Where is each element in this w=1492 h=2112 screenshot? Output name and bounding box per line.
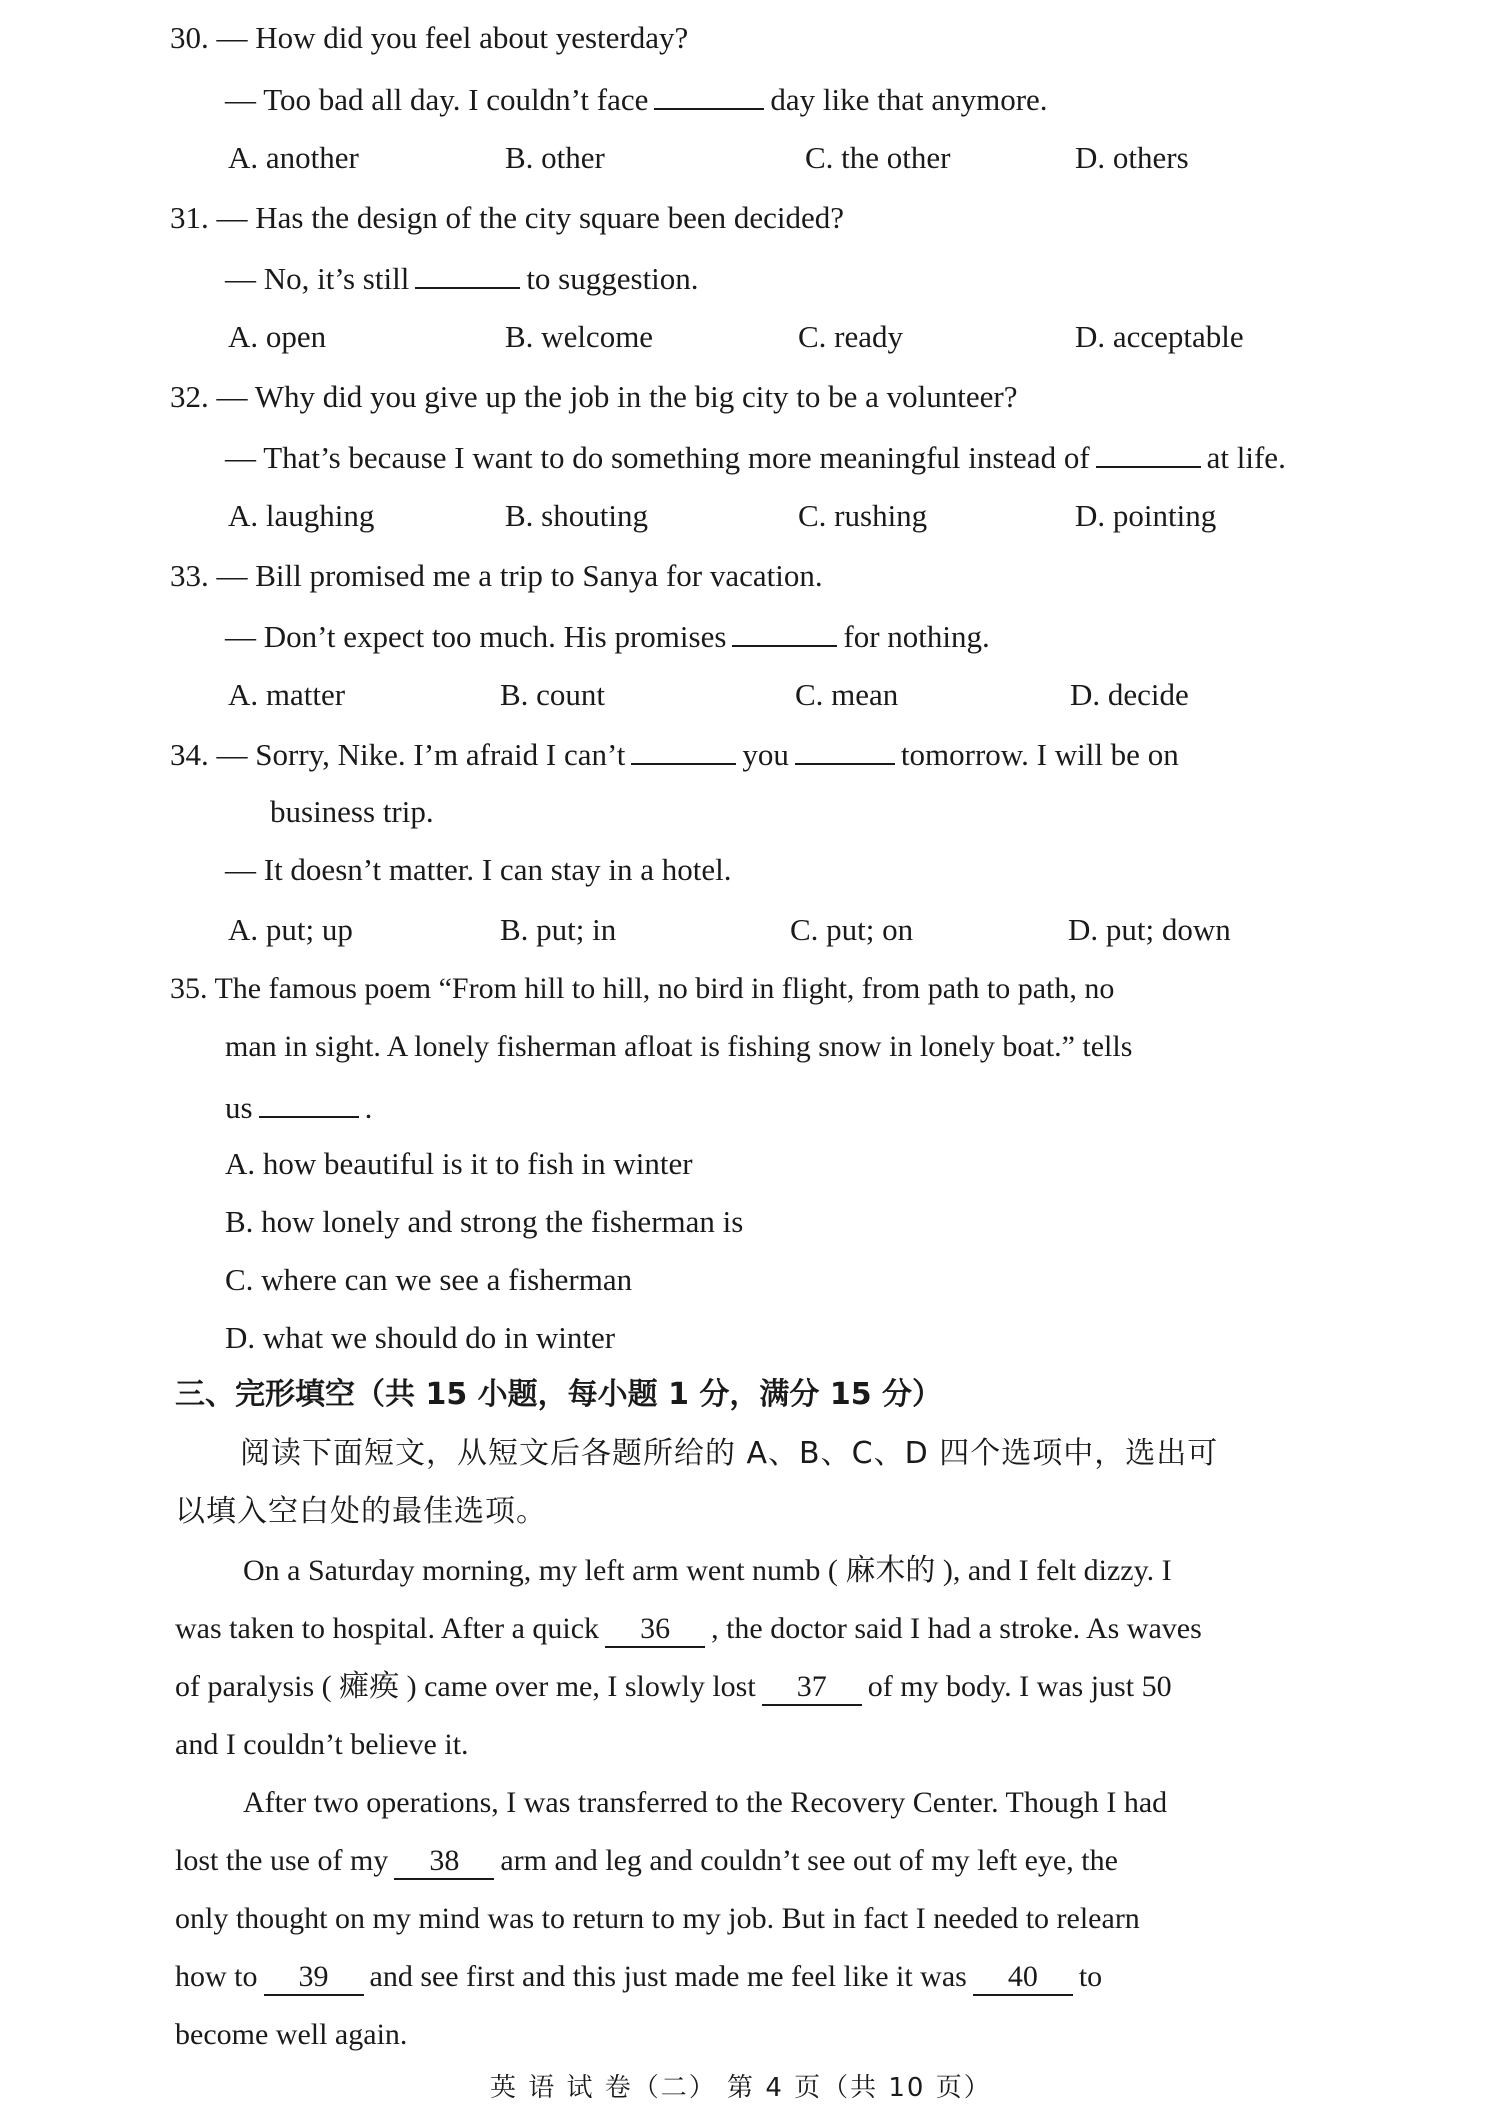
option-a: A. open bbox=[228, 319, 327, 354]
passage-text: , the doctor said I had a stroke. As waves bbox=[711, 1612, 1202, 1645]
option-d: D. pointing bbox=[1075, 498, 1217, 533]
question-31-prompt bbox=[170, 198, 844, 238]
cloze-blank-40: 40 bbox=[973, 1960, 1073, 1996]
question-text: tomorrow. I will be on bbox=[900, 737, 1179, 772]
option-c: C. where can we see a fisherman bbox=[225, 1262, 633, 1297]
passage-text: arm and leg and couldn’t see out of my left eye, the bbox=[500, 1844, 1118, 1877]
question-34-prompt bbox=[170, 733, 1179, 775]
question-34-continued: business trip. bbox=[270, 794, 434, 829]
passage-text: was taken to hospital. After a quick bbox=[175, 1612, 600, 1645]
option-b: B. other bbox=[505, 140, 605, 175]
passage-line bbox=[175, 1667, 1172, 1707]
option-a: A. put; up bbox=[228, 912, 353, 947]
question-number: 34. bbox=[170, 737, 209, 772]
option-d: D. decide bbox=[1070, 677, 1189, 712]
question-32-prompt bbox=[170, 377, 1017, 417]
section-instruction: 阅读下面短文，从短文后各题所给的 A、B、C、D 四个选项中，选出可 bbox=[240, 1436, 1219, 1471]
option-c: C. rushing bbox=[798, 498, 928, 533]
question-text: — How did you feel about yesterday? bbox=[216, 20, 689, 55]
passage-text: of my body. I was just 50 bbox=[867, 1670, 1172, 1703]
passage-line: and I couldn’t believe it. bbox=[175, 1728, 469, 1761]
option-d: D. what we should do in winter bbox=[225, 1320, 616, 1355]
answer-blank bbox=[732, 615, 837, 647]
passage-line bbox=[175, 1957, 1102, 1997]
reply-text: — That’s because I want to do something more meaningful instead of bbox=[225, 440, 1090, 475]
question-text: — Why did you give up the job in the big city to be a volunteer? bbox=[216, 379, 1018, 414]
question-number: 30. bbox=[170, 20, 209, 55]
reply-text: at life. bbox=[1206, 440, 1286, 475]
option-c: C. mean bbox=[795, 677, 899, 712]
option-b: B. shouting bbox=[505, 498, 648, 533]
question-text: — Has the design of the city square been decided? bbox=[216, 200, 845, 235]
reply-text: for nothing. bbox=[843, 619, 990, 654]
option-b: B. how lonely and strong the fisherman is bbox=[225, 1204, 744, 1239]
reply-text: — Don’t expect too much. His promises bbox=[225, 619, 727, 654]
reply-text: day like that anymore. bbox=[770, 82, 1048, 117]
question-31-reply bbox=[225, 257, 699, 299]
answer-blank bbox=[259, 1086, 359, 1118]
option-c: C. put; on bbox=[790, 912, 914, 947]
passage-text: of paralysis ( 瘫痪 ) came over me, I slowly lost bbox=[175, 1670, 756, 1703]
question-number: 32. bbox=[170, 379, 209, 414]
answer-blank bbox=[631, 733, 736, 765]
reply-text: to suggestion. bbox=[526, 261, 699, 296]
question-number: 33. bbox=[170, 558, 209, 593]
answer-blank bbox=[1096, 436, 1201, 468]
option-a: A. how beautiful is it to fish in winter bbox=[225, 1146, 693, 1181]
question-35-prompt bbox=[170, 969, 1114, 1009]
passage-line: On a Saturday morning, my left arm went numb ( 麻木的 ), and I felt dizzy. I bbox=[243, 1554, 1172, 1587]
question-number: 31. bbox=[170, 200, 209, 235]
question-33-prompt bbox=[170, 556, 823, 596]
question-33-reply bbox=[225, 615, 990, 657]
option-c: C. the other bbox=[805, 140, 951, 175]
option-b: B. welcome bbox=[505, 319, 654, 354]
passage-text: to bbox=[1078, 1960, 1103, 1993]
question-number: 35. bbox=[170, 972, 208, 1005]
question-text: us bbox=[225, 1090, 253, 1125]
option-b: B. count bbox=[500, 677, 606, 712]
option-b: B. put; in bbox=[500, 912, 617, 947]
passage-line: After two operations, I was transferred to the Recovery Center. Though I had bbox=[243, 1786, 1168, 1819]
answer-blank bbox=[795, 733, 895, 765]
option-d: D. put; down bbox=[1068, 912, 1231, 947]
question-text: you bbox=[742, 737, 789, 772]
passage-line: become well again. bbox=[175, 2018, 408, 2051]
cloze-blank-38: 38 bbox=[394, 1844, 494, 1880]
reply-text: — Too bad all day. I couldn’t face bbox=[225, 82, 649, 117]
question-32-reply bbox=[225, 436, 1286, 478]
cloze-blank-37: 37 bbox=[762, 1670, 862, 1706]
question-text: . bbox=[364, 1090, 373, 1125]
question-35-line3 bbox=[225, 1086, 372, 1128]
option-a: A. another bbox=[228, 140, 359, 175]
passage-line: only thought on my mind was to return to my job. But in fact I needed to relearn bbox=[175, 1902, 1140, 1935]
question-30-reply bbox=[225, 78, 1048, 120]
passage-text: how to bbox=[175, 1960, 258, 1993]
passage-line bbox=[175, 1841, 1118, 1881]
passage-line bbox=[175, 1609, 1202, 1649]
question-text: The famous poem “From hill to hill, no bird in flight, from path to path, no bbox=[214, 972, 1115, 1005]
passage-text: and see first and this just made me feel like it was bbox=[369, 1960, 967, 1993]
option-a: A. laughing bbox=[228, 498, 375, 533]
cloze-blank-39: 39 bbox=[264, 1960, 364, 1996]
answer-blank bbox=[415, 257, 520, 289]
question-text: — Sorry, Nike. I’m afraid I can’t bbox=[216, 737, 626, 772]
page-footer: 英 语 试 卷（二） 第 4 页（共 10 页） bbox=[490, 2073, 992, 2103]
answer-blank bbox=[654, 78, 764, 110]
option-d: D. acceptable bbox=[1075, 319, 1244, 354]
question-35-line2: man in sight. A lonely fisherman afloat is fishing snow in lonely boat.” tells bbox=[225, 1030, 1133, 1063]
reply-text: — No, it’s still bbox=[225, 261, 410, 296]
section-heading: 三、完形填空（共 15 小题，每小题 1 分，满分 15 分） bbox=[175, 1377, 943, 1412]
passage-text: lost the use of my bbox=[175, 1844, 389, 1877]
option-d: D. others bbox=[1075, 140, 1189, 175]
question-30-prompt bbox=[170, 18, 688, 58]
cloze-blank-36: 36 bbox=[605, 1612, 705, 1648]
question-34-reply: — It doesn’t matter. I can stay in a hotel. bbox=[225, 852, 732, 887]
section-instruction: 以填入空白处的最佳选项。 bbox=[175, 1494, 547, 1529]
option-c: C. ready bbox=[798, 319, 904, 354]
option-a: A. matter bbox=[228, 677, 346, 712]
question-text: — Bill promised me a trip to Sanya for vacation. bbox=[216, 558, 823, 593]
